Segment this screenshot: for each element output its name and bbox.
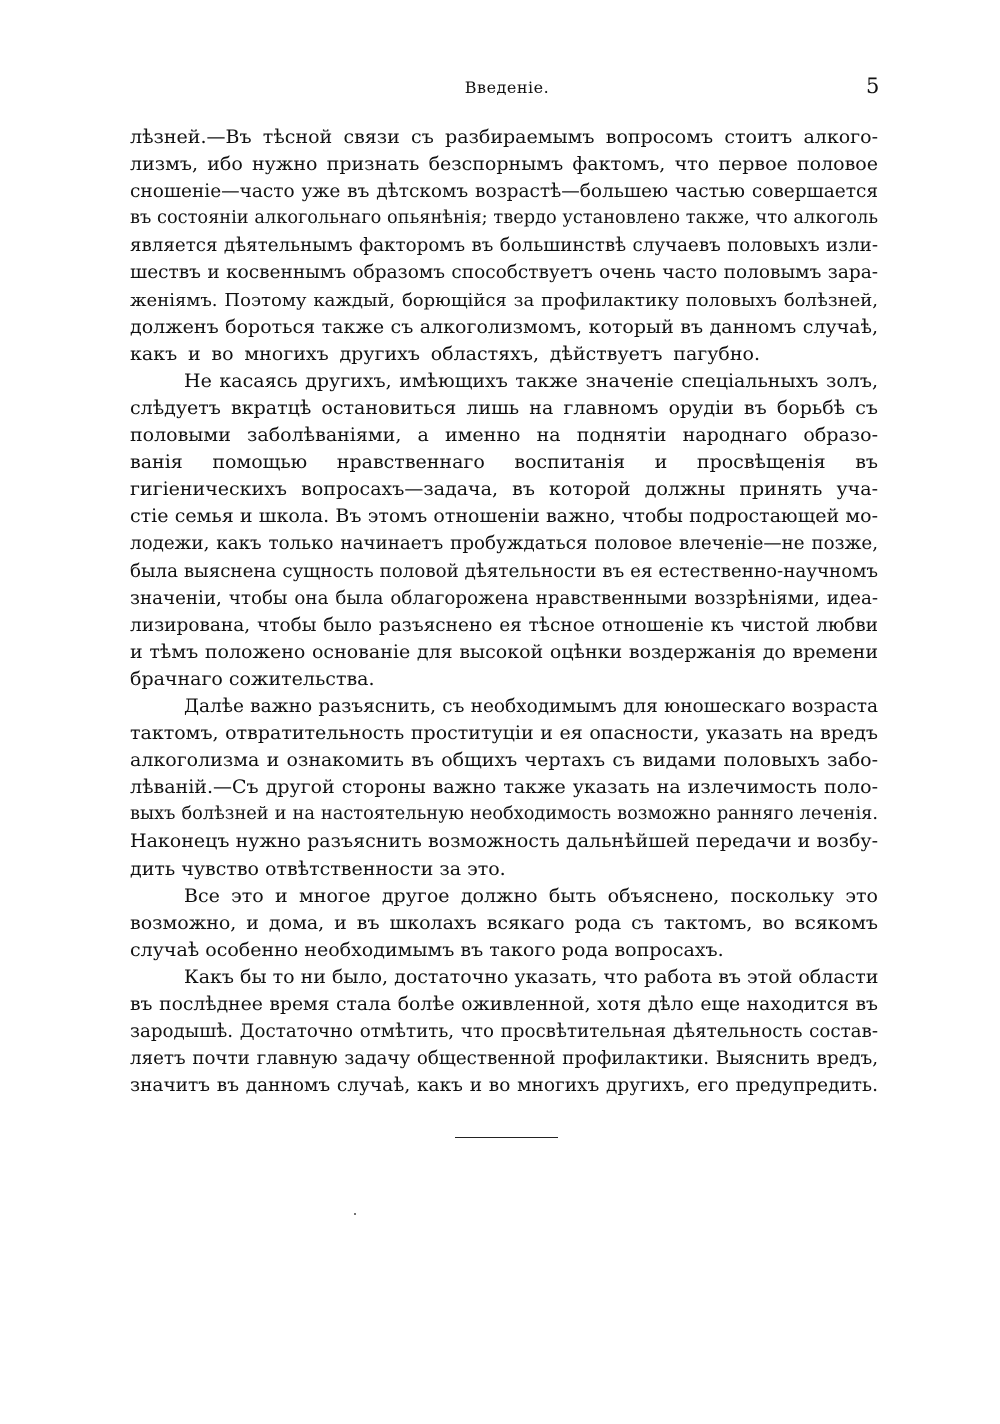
text-line: дить чувство отвѣтственности за это. [130, 857, 506, 880]
text-line: значитъ въ данномъ случаѣ, какъ и во многихъ другихъ, его предупредить. [130, 1075, 878, 1097]
paragraph-3 [130, 693, 878, 883]
print-speck [354, 1213, 356, 1215]
text-line: является дѣятельнымъ факторомъ въ большинствѣ случаевъ половыхъ изли- [130, 235, 878, 257]
text-line: тактомъ, отвратительность проституціи и ея опасности, указать на вредъ [130, 722, 878, 745]
text-line: была выяснена сущность половой дѣятельности въ ея естественно-научномъ [130, 560, 878, 582]
text-line: Не касаясь другихъ, имѣющихъ также значеніе спеціальныхъ золъ, [184, 369, 878, 392]
end-rule [455, 1137, 558, 1138]
text-line: лизмъ, ибо нужно признать безспорнымъ фактомъ, что первое половое [130, 153, 878, 176]
text-line: Какъ бы то ни было, достаточно указать, что работа въ этой области [184, 965, 879, 988]
paragraph-5 [130, 964, 878, 1099]
text-line: случаѣ особенно необходимымъ въ такого рода вопросахъ. [130, 938, 724, 961]
text-line: лѣзней.—Въ тѣсной связи съ разбираемымъ вопросомъ стоитъ алкого- [130, 126, 878, 148]
text-line: зародышѣ. Достаточно отмѣтить, что просвѣтительная дѣятельность состав- [130, 1021, 878, 1043]
text-line: гигіеническихъ вопросахъ—задача, въ которой должны принять уча- [130, 478, 878, 501]
paragraph-2 [130, 368, 878, 693]
text-line: лизирована, чтобы было разъяснено ея тѣсное отношеніе къ чистой любви [130, 614, 878, 636]
text-line: возможно, и дома, и въ школахъ всякаго рода съ тактомъ, во всякомъ [130, 911, 878, 934]
text-line: Далѣе важно разъяснить, съ необходимымъ для юношескаго возраста [184, 695, 878, 717]
paragraph-1 [130, 124, 878, 368]
text-line: Все это и многое другое должно быть объяснено, поскольку это [184, 884, 878, 907]
text-line: шествъ и косвеннымъ образомъ способствуетъ очень часто половымъ зара- [130, 262, 878, 284]
text-line: выхъ болѣзней и на настоятельную необходимость возможно ранняго леченія. [130, 804, 878, 825]
running-title: Введеніе. [464, 78, 550, 97]
text-line: брачнаго сожительства. [130, 667, 375, 690]
body-text [130, 124, 878, 1099]
text-line: ванія помощью нравственнаго воспитанія и просвѣщенія въ [130, 451, 878, 474]
text-line: значеніи, чтобы она была облагорожена нравственными воззрѣніями, идеа- [130, 587, 878, 609]
page-number: 5 [866, 74, 880, 98]
text-line: лѣваній.—Съ другой стороны важно также указать на излечимость поло- [130, 776, 878, 799]
text-line: долженъ бороться также съ алкоголизмомъ, который въ данномъ случаѣ, [130, 315, 878, 338]
text-line: стіе семья и школа. Въ этомъ отношеніи важно, чтобы подростающей мо- [130, 505, 878, 528]
text-line: сношеніе—часто уже въ дѣтскомъ возрастѣ—большею частью совершается [130, 181, 878, 203]
text-line: въ послѣднее время стала болѣе оживленной, хотя дѣло еще находится въ [130, 994, 878, 1015]
text-line: женіямъ. Поэтому каждый, борющійся за профилактику половыхъ болѣзней, [130, 289, 878, 311]
text-line: лодежи, какъ только начинаетъ пробуждаться половое влеченіе—не позже, [130, 533, 878, 555]
text-line: въ состояніи алкогольнаго опьянѣнія; твердо установлено также, что алкоголь [130, 208, 878, 229]
text-line: половыми заболѣваніями, а именно на поднятіи народнаго образо- [130, 424, 878, 447]
text-line: какъ и во многихъ другихъ областяхъ, дѣйствуетъ пагубно. [130, 342, 760, 365]
text-line: ляетъ почти главную задачу общественной профилактики. Выяснить вредъ, [130, 1048, 878, 1070]
text-line: слѣдуетъ вкратцѣ остановиться лишь на главномъ орудіи въ борьбѣ съ [130, 396, 878, 419]
paragraph-4 [130, 883, 878, 964]
text-line: алкоголизма и ознакомить въ общихъ чертахъ съ видами половыхъ забо- [130, 749, 878, 772]
text-line: и тѣмъ положено основаніе для высокой оцѣнки воздержанія до времени [130, 640, 878, 663]
text-line: Наконецъ нужно разъяснить возможность дальнѣйшей передачи и возбу- [130, 830, 878, 853]
